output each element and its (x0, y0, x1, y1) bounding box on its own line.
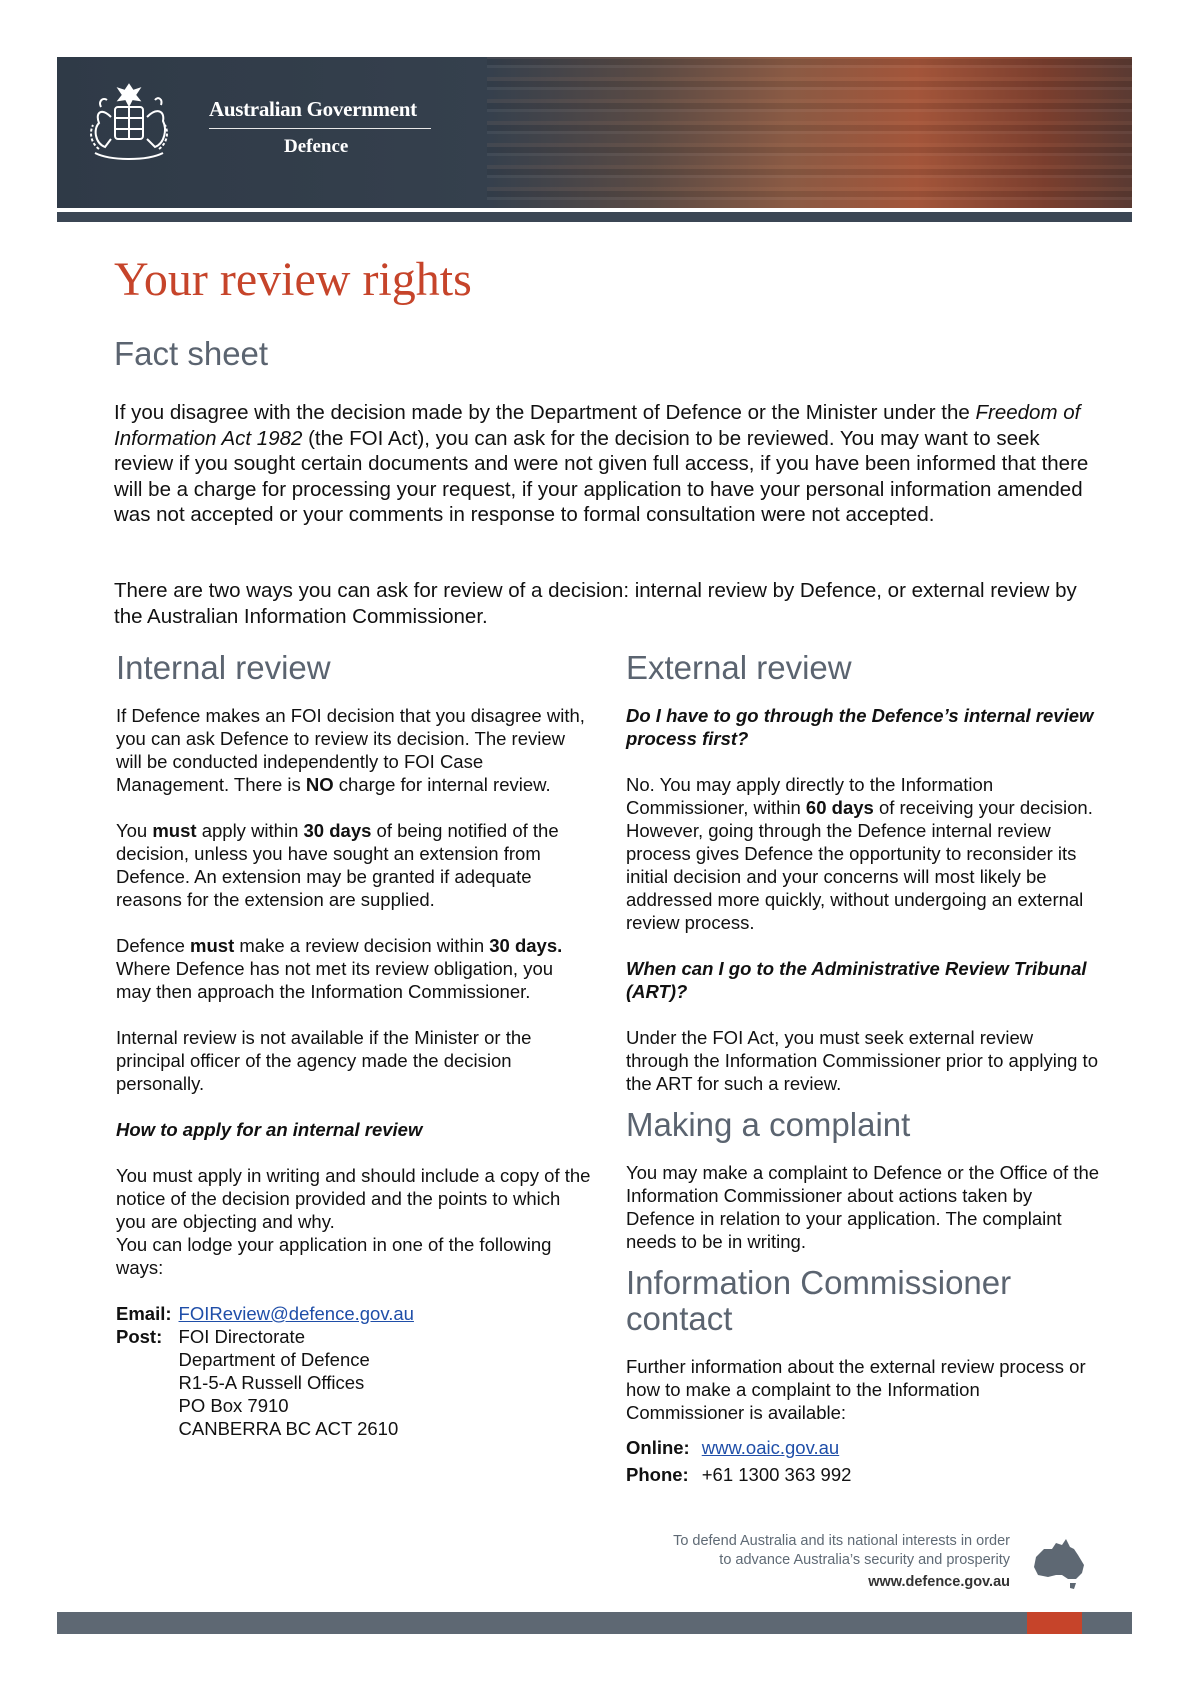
internal-p1 (116, 704, 591, 796)
commissioner-heading: Information Commissioner contact (626, 1264, 1012, 1337)
complaint-heading: Making a complaint (626, 1106, 911, 1143)
external-question-1: Do I have to go through the Defence’s internal review process first? (626, 705, 1094, 749)
internal-review-heading: Internal review (116, 649, 331, 686)
government-name: Australian Government (209, 97, 417, 121)
commissioner-text: Further information about the external review process or how to make a complaint to the Information Commissioner is available: (626, 1356, 1086, 1423)
internal-p4: Internal review is not available if the Minister or the principal officer of the agency made the decision personally. (116, 1027, 532, 1094)
address-line: Department of Defence (178, 1349, 370, 1370)
footer-accent (1027, 1612, 1082, 1634)
internal-p6: You can lodge your application in one of the following ways: (116, 1234, 552, 1278)
text: charge for internal review. (333, 774, 551, 795)
text: Where Defence has not met its review obligation, you may then approach the Information Commissioner. (116, 958, 554, 1002)
email-link[interactable]: FOIReview@defence.gov.au (178, 1303, 414, 1324)
intro-paragraph (114, 400, 1099, 528)
external-answer-2: Under the FOI Act, you must seek external review through the Information Commissioner prior to applying to the ART for such a review. (626, 1027, 1098, 1094)
text: Defence (116, 935, 191, 956)
page-subtitle: Fact sheet (114, 335, 269, 372)
header-divider (209, 128, 431, 129)
text: No. You may apply directly to the Information Commissioner, within (626, 774, 994, 818)
complaint-text: You may make a complaint to Defence or the Office of the Information Commissioner about actions taken by Defence in relation to your application. The complaint needs to be in writing. (626, 1162, 1100, 1252)
footer-bar (57, 1612, 1132, 1634)
department-name: Defence (284, 136, 349, 157)
phone-number: +61 1300 363 992 (701, 1464, 852, 1485)
post-row (116, 1325, 414, 1440)
internal-contact-table (116, 1302, 414, 1440)
internal-p3 (116, 934, 591, 1003)
how-to-apply-heading: How to apply for an internal review (116, 1119, 423, 1140)
emphasis: must (190, 935, 235, 956)
footer-url: www.defence.gov.au (868, 1574, 1010, 1590)
postal-address (179, 1325, 414, 1440)
australia-map-icon (1030, 1535, 1088, 1591)
coat-of-arms-icon (81, 77, 177, 169)
online-label: Online: (626, 1437, 690, 1458)
intro-text-cont: (the FOI Act), you can ask for the decision to be reviewed. You may want to seek review if you sought certain documents and were not given full access, if you have been informed that there will be a charge for processing your request, if your application to have your personal information amended was not accepted or your comments in response to formal consultation were not accepted. (114, 426, 1089, 526)
internal-p2 (116, 819, 591, 911)
email-row (116, 1302, 414, 1325)
emphasis: 60 days (805, 797, 874, 818)
text: You (116, 820, 153, 841)
footer-motto (673, 1532, 1010, 1592)
intro-paragraph-2: There are two ways you can ask for review of a decision: internal review by Defence, or external review by the Australian Information Commissioner. (114, 579, 1077, 628)
external-review-section (626, 650, 1101, 1486)
page-title: Your review rights (114, 253, 472, 306)
external-review-heading: External review (626, 649, 852, 686)
header-banner (57, 57, 1132, 222)
emphasis: must (152, 820, 197, 841)
emphasis: 30 days. (489, 935, 563, 956)
text: make a review decision within (234, 935, 490, 956)
commissioner-contact-table (626, 1436, 851, 1486)
text: apply within (196, 820, 304, 841)
motto-line-2: to advance Australia’s security and prosperity (719, 1552, 1010, 1568)
oaic-link[interactable]: www.oaic.gov.au (701, 1437, 840, 1458)
intro-text: If you disagree with the decision made by the Department of Defence or the Minister under the (114, 401, 976, 424)
external-question-2: When can I go to the Administrative Review Tribunal (ART)? (626, 958, 1087, 1002)
external-answer-1 (626, 773, 1101, 934)
text: of being notified of the decision, unless you have sought an extension from Defence. An extension may be granted if adequate reasons for the extension are supplied. (116, 820, 559, 910)
internal-p5: You must apply in writing and should include a copy of the notice of the decision provided and the points to which you are objecting and why. (116, 1165, 591, 1232)
text: of receiving your decision. However, going through the Defence internal review process gives Defence the opportunity to reconsider its initial decision and your concerns will most likely be addressed more quickly, without undergoing an external review process. (626, 797, 1093, 933)
banner-underline (57, 208, 1132, 222)
online-row (626, 1436, 851, 1459)
emphasis: NO (305, 774, 334, 795)
phone-label: Phone: (626, 1464, 689, 1485)
act-name: Freedom of Information Act 1982 (114, 401, 1081, 450)
internal-review-section (116, 650, 591, 1440)
address-line: CANBERRA BC ACT 2610 (178, 1418, 399, 1439)
address-line: PO Box 7910 (178, 1395, 289, 1416)
motto-line-1: To defend Australia and its national interests in order (673, 1533, 1010, 1549)
banner-streaks (487, 57, 1132, 222)
address-line: R1-5-A Russell Offices (178, 1372, 365, 1393)
post-label: Post: (116, 1326, 163, 1347)
address-line: FOI Directorate (178, 1326, 305, 1347)
phone-row (626, 1459, 851, 1486)
email-label: Email: (116, 1303, 172, 1324)
text: If Defence makes an FOI decision that you disagree with, you can ask Defence to review its decision. The review will be conducted independently to FOI Case Management. There is (116, 705, 585, 795)
emphasis: 30 days (303, 820, 372, 841)
